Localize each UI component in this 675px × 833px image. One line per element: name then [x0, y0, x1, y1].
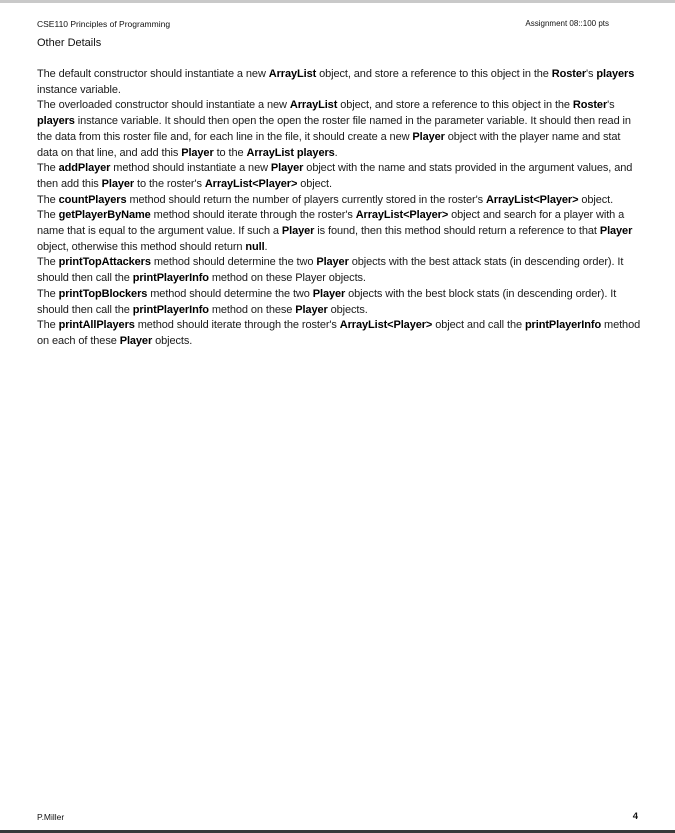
bold-term: ArrayList — [268, 68, 317, 80]
text-run: object, otherwise this method should return — [37, 240, 246, 253]
text-run: method should determine the two — [147, 287, 313, 300]
text-run: is found, then this method should return a reference to that — [314, 225, 600, 238]
text-run: object and search for a player with a name that is equal to the argument value. If such a — [37, 209, 625, 238]
bold-term: null — [245, 240, 265, 253]
text-run: objects. — [327, 303, 368, 316]
text-run: 's — [586, 68, 597, 80]
bold-term: Player — [119, 334, 153, 347]
bold-term: ArrayList<Player> — [204, 177, 298, 190]
text-run: object, and store a reference to this object in the — [337, 99, 573, 112]
text-run: The — [37, 193, 59, 206]
section-title: Other Details — [37, 37, 102, 49]
top-border — [0, 0, 675, 3]
text-run: method on these Player objects. — [208, 272, 366, 285]
bold-term: getPlayerByName — [58, 209, 151, 222]
text-run: The — [37, 209, 59, 222]
text-run: to the roster's — [134, 177, 205, 190]
paragraph — [37, 287, 641, 318]
text-run: instance variable. — [37, 83, 121, 96]
bold-term: Player — [412, 130, 445, 143]
text-run: method should instantiate a new — [110, 162, 271, 175]
text-run: object, and store a reference to this object in the — [316, 68, 552, 80]
text-run: method should determine the two — [150, 256, 317, 269]
paragraph — [37, 208, 641, 255]
text-run: method on these — [208, 303, 296, 316]
bold-term: players — [596, 68, 635, 80]
paragraph — [37, 98, 641, 161]
bold-term: Player — [101, 177, 135, 190]
bold-term: Player — [312, 287, 346, 300]
text-run: method on each of these — [37, 319, 641, 347]
text-run: The default constructor should instantiate a new — [37, 68, 269, 80]
text-run: method should return the number of players currently stored in the roster's — [126, 193, 486, 206]
bold-term: printAllPlayers — [58, 319, 135, 332]
text-run: objects with the best attack stats (in descending order). It should then call the — [37, 256, 624, 285]
text-run: . — [334, 146, 338, 159]
bold-term: Player — [181, 146, 214, 159]
header-course-title: CSE110 Principles of Programming — [37, 19, 171, 29]
text-run: object. — [578, 193, 614, 206]
text-run: method should iterate through the roster's — [134, 319, 340, 332]
bold-term: ArrayList<Player> — [339, 319, 433, 332]
bold-term: printPlayerInfo — [132, 272, 209, 285]
bold-term: Player — [316, 256, 349, 269]
bold-term: printPlayerInfo — [132, 303, 209, 316]
bold-term: printTopBlockers — [58, 287, 148, 300]
text-run: object. — [297, 177, 332, 190]
bold-term: Roster — [572, 99, 608, 112]
text-run: method should iterate through the roster's — [150, 209, 356, 222]
bold-term: printTopAttackers — [58, 256, 151, 269]
paragraph — [37, 67, 641, 98]
text-run: object and call the — [432, 319, 525, 332]
text-run: The — [37, 319, 59, 332]
bold-term: Player — [281, 225, 315, 238]
text-run: object with the player name and stat data on that line, and add this — [37, 130, 621, 159]
text-run: object with the name and stats provided in the argument values, and then add this — [37, 162, 633, 190]
bold-term: Player — [295, 303, 328, 316]
bold-term: ArrayList<Player> — [485, 193, 579, 206]
bold-term: ArrayList<Player> — [355, 209, 449, 222]
paragraph — [37, 193, 641, 209]
text-run: to the — [213, 146, 247, 159]
footer-author: P.Miller — [37, 812, 65, 822]
document-body — [37, 67, 641, 350]
bold-term: addPlayer — [58, 162, 111, 175]
text-run: The — [37, 256, 59, 269]
bold-term: Player — [270, 162, 304, 175]
bold-term: ArrayList players — [246, 146, 335, 159]
paragraph — [37, 255, 641, 286]
bold-term: Roster — [551, 68, 587, 80]
text-run: The — [37, 287, 59, 300]
page-number: 4 — [632, 811, 638, 822]
bold-term: countPlayers — [58, 193, 127, 206]
text-run: instance variable. It should then open the open the roster file named in the parameter variable. It should then read in the data from this roster file and, for each line in the file, it should create a new — [37, 115, 631, 143]
text-run: The — [37, 162, 59, 175]
text-run: The overloaded constructor should instantiate a new — [37, 99, 290, 112]
text-run: . — [264, 240, 268, 253]
bold-term: printPlayerInfo — [524, 319, 602, 332]
bold-term: players — [37, 115, 75, 128]
header-assignment-points: Assignment 08::100 pts — [525, 19, 609, 28]
text-run: objects. — [152, 334, 193, 347]
text-run: 's — [607, 99, 615, 112]
text-run: objects with the best block stats (in descending order). It should then call the — [37, 287, 617, 316]
bold-term: Player — [599, 225, 633, 238]
paragraph — [37, 161, 641, 192]
bold-term: ArrayList — [289, 99, 338, 112]
paragraph — [37, 318, 641, 349]
